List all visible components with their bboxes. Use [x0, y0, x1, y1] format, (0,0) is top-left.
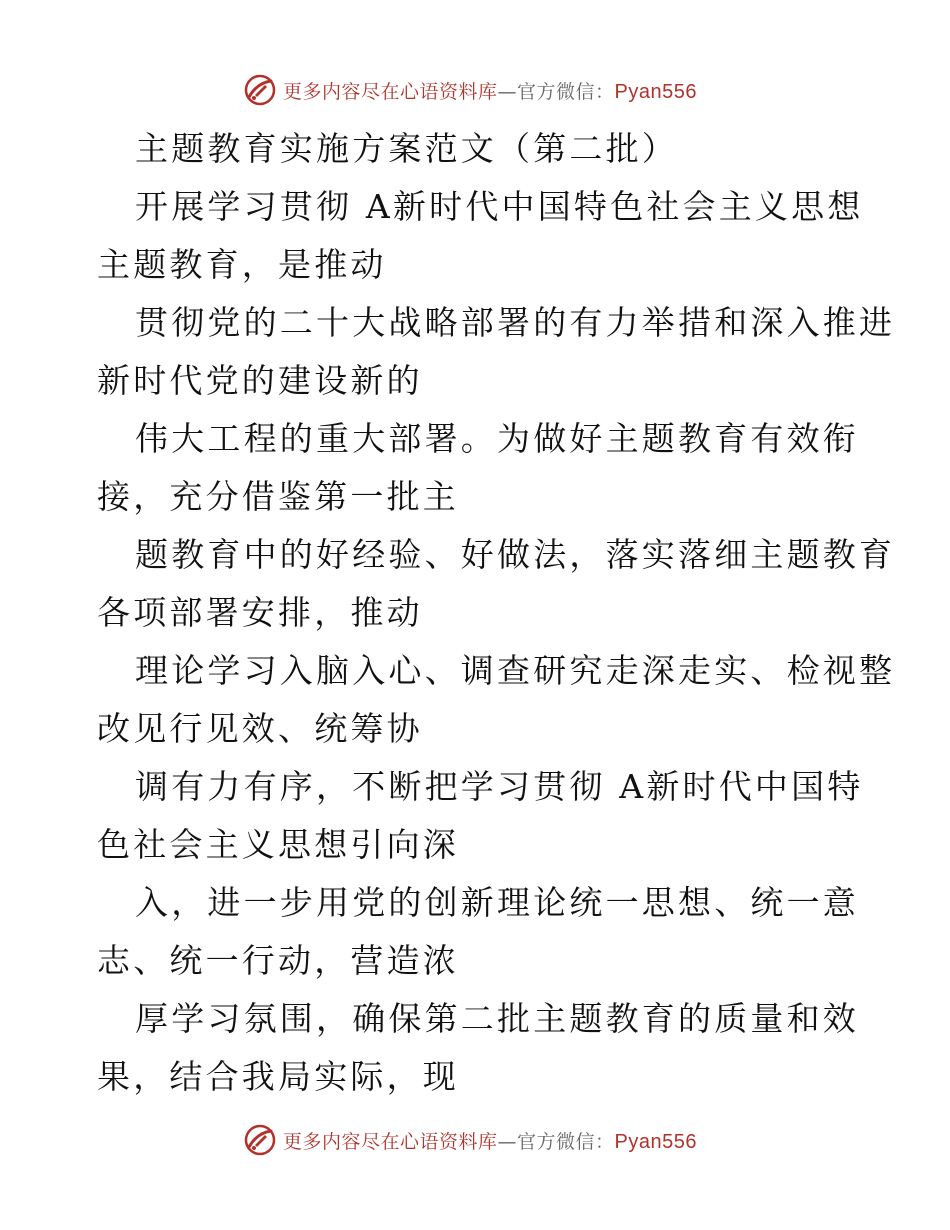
paragraph-line: 各项部署安排，推动	[97, 593, 423, 632]
document-title: 主题教育实施方案范文（第二批）	[135, 129, 678, 168]
footer-separator: —	[497, 1130, 518, 1153]
header-banner-text	[283, 77, 697, 104]
paragraph-line: 开展学习贯彻 A新时代中国特色社会主义思想	[135, 187, 864, 226]
footer-brand-text: 更多内容尽在心语资料库	[283, 1130, 498, 1153]
footer-official-label: 官方微信：	[517, 1130, 615, 1153]
paragraph-line: 调有力有序，不断把学习贯彻 A新时代中国特	[135, 767, 864, 806]
paragraph-line: 果，结合我局实际，现	[97, 1057, 459, 1096]
paragraph-line: 改见行见效、统筹协	[97, 709, 423, 748]
header-official-label: 官方微信：	[517, 80, 615, 103]
footer-wechat-id: Pyan556	[614, 1130, 697, 1153]
header-wechat-id: Pyan556	[614, 80, 697, 103]
paragraph-line: 志、统一行动，营造浓	[97, 941, 459, 980]
brand-logo-icon	[243, 1123, 277, 1157]
paragraph-line: 厚学习氛围，确保第二批主题教育的质量和效	[135, 999, 859, 1038]
brand-logo-icon	[243, 73, 277, 107]
footer-banner-content	[243, 1123, 697, 1157]
header-banner-content	[243, 73, 697, 107]
footer-banner-text	[283, 1127, 697, 1154]
paragraph-line: 理论学习入脑入心、调查研究走深走实、检视整	[135, 651, 896, 690]
header-banner	[0, 70, 950, 110]
paragraph-line: 伟大工程的重大部署。为做好主题教育有效衔	[135, 419, 859, 458]
paragraph-line: 主题教育，是推动	[97, 245, 387, 284]
paragraph-line: 入，进一步用党的创新理论统一思想、统一意	[135, 883, 859, 922]
paragraph-line: 色社会主义思想引向深	[97, 825, 459, 864]
header-separator: —	[497, 80, 518, 103]
paragraph-line: 接，充分借鉴第一批主	[97, 477, 459, 516]
paragraph-line: 新时代党的建设新的	[97, 361, 423, 400]
paragraph-line: 题教育中的好经验、好做法，落实落细主题教育	[135, 535, 896, 574]
footer-banner	[0, 1120, 950, 1160]
document-body	[97, 120, 896, 1106]
header-brand-text: 更多内容尽在心语资料库	[283, 80, 498, 103]
paragraph-line: 贯彻党的二十大战略部署的有力举措和深入推进	[135, 303, 896, 342]
